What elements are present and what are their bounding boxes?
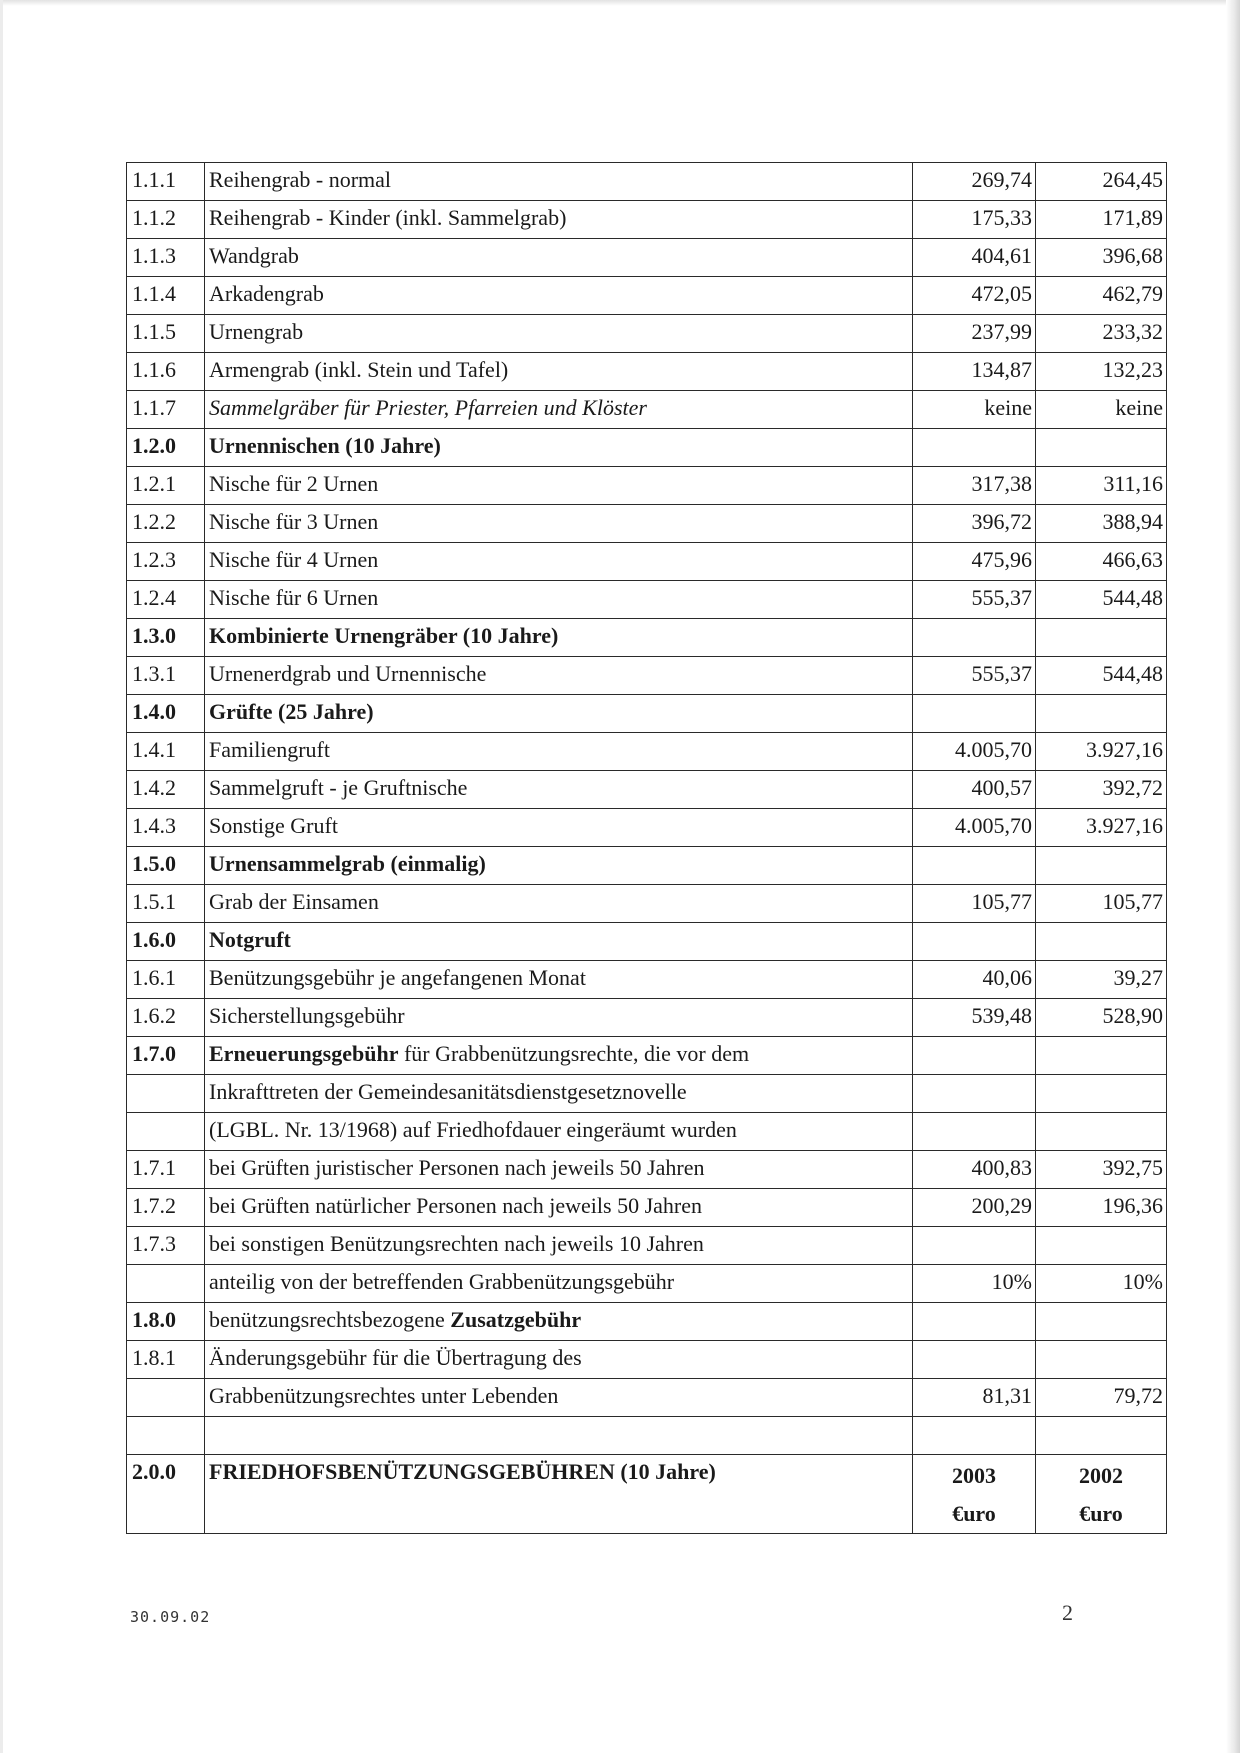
table-row — [127, 657, 1167, 695]
column-year: 2003 — [952, 1463, 996, 1488]
row-number: 1.8.0 — [127, 1303, 205, 1341]
row-number — [127, 1265, 205, 1303]
value-2003: 555,37 — [913, 581, 1036, 619]
table-row — [127, 239, 1167, 277]
table-row — [127, 809, 1167, 847]
value-2003 — [913, 1303, 1036, 1341]
row-number: 1.2.1 — [127, 467, 205, 505]
value-2002 — [1036, 1341, 1167, 1379]
row-number: 1.1.3 — [127, 239, 205, 277]
row-number: 1.7.0 — [127, 1037, 205, 1075]
section-title: FRIEDHOFSBENÜTZUNGSGEBÜHREN (10 Jahre) — [205, 1455, 913, 1534]
row-description: Urnengrab — [205, 315, 913, 353]
row-description: Benützungsgebühr je angefangenen Monat — [205, 961, 913, 999]
row-description — [205, 1037, 913, 1075]
value-2003: 40,06 — [913, 961, 1036, 999]
value-2003: 10% — [913, 1265, 1036, 1303]
table-row — [127, 581, 1167, 619]
row-description — [205, 695, 913, 733]
value-2003: 400,57 — [913, 771, 1036, 809]
row-description: Änderungsgebühr für die Übertragung des — [205, 1341, 913, 1379]
value-2003: 317,38 — [913, 467, 1036, 505]
value-2002: 462,79 — [1036, 277, 1167, 315]
row-description — [205, 619, 913, 657]
value-2003: 404,61 — [913, 239, 1036, 277]
table-row — [127, 1075, 1167, 1113]
row-description — [205, 847, 913, 885]
section-title-rest: für Grabbenützungsrechte, die vor dem — [398, 1041, 750, 1066]
value-2002: 105,77 — [1036, 885, 1167, 923]
empty-cell — [127, 1417, 205, 1455]
row-description: Urnenerdgrab und Urnennische — [205, 657, 913, 695]
row-description: Arkadengrab — [205, 277, 913, 315]
table-row — [127, 163, 1167, 201]
value-2002: 544,48 — [1036, 657, 1167, 695]
row-description: bei Grüften natürlicher Personen nach jeweils 50 Jahren — [205, 1189, 913, 1227]
value-2003 — [913, 1341, 1036, 1379]
row-number: 1.6.1 — [127, 961, 205, 999]
row-number: 1.1.2 — [127, 201, 205, 239]
row-number: 1.4.2 — [127, 771, 205, 809]
fee-table — [126, 162, 1167, 1534]
value-2002: 392,72 — [1036, 771, 1167, 809]
value-2003 — [913, 923, 1036, 961]
section-title: Kombinierte Urnengräber (10 Jahre) — [209, 623, 559, 648]
value-2003: 555,37 — [913, 657, 1036, 695]
value-2003: 4.005,70 — [913, 809, 1036, 847]
row-number: 1.2.0 — [127, 429, 205, 467]
row-description: Reihengrab - Kinder (inkl. Sammelgrab) — [205, 201, 913, 239]
section-row — [127, 695, 1167, 733]
value-2002: 311,16 — [1036, 467, 1167, 505]
table-row — [127, 505, 1167, 543]
row-number: 1.1.4 — [127, 277, 205, 315]
row-description: Familiengruft — [205, 733, 913, 771]
table-row — [127, 1227, 1167, 1265]
row-number: 1.8.1 — [127, 1341, 205, 1379]
table-row — [127, 885, 1167, 923]
row-number: 1.3.1 — [127, 657, 205, 695]
section-row — [127, 429, 1167, 467]
value-2002: 264,45 — [1036, 163, 1167, 201]
row-number: 1.1.1 — [127, 163, 205, 201]
value-2002 — [1036, 1227, 1167, 1265]
row-description: Grabbenützungsrechtes unter Lebenden — [205, 1379, 913, 1417]
table-row — [127, 1189, 1167, 1227]
row-description — [205, 429, 913, 467]
table-row — [127, 201, 1167, 239]
value-2002 — [1036, 1113, 1167, 1151]
table-row — [127, 353, 1167, 391]
value-2003: 400,83 — [913, 1151, 1036, 1189]
value-2003: 134,87 — [913, 353, 1036, 391]
row-number: 1.1.7 — [127, 391, 205, 429]
table-row — [127, 733, 1167, 771]
value-2003: 175,33 — [913, 201, 1036, 239]
row-description: Grab der Einsamen — [205, 885, 913, 923]
value-2003: 237,99 — [913, 315, 1036, 353]
section-row — [127, 1303, 1167, 1341]
empty-row — [127, 1417, 1167, 1455]
value-2002 — [1036, 619, 1167, 657]
row-description: Armengrab (inkl. Stein und Tafel) — [205, 353, 913, 391]
value-2003 — [913, 429, 1036, 467]
row-number: 1.7.3 — [127, 1227, 205, 1265]
section-title-prefix: benützungsrechtsbezogene — [209, 1307, 451, 1332]
row-number: 2.0.0 — [127, 1455, 205, 1534]
value-2003 — [913, 619, 1036, 657]
row-number: 1.4.1 — [127, 733, 205, 771]
value-2002: 132,23 — [1036, 353, 1167, 391]
scan-edge-left — [0, 0, 3, 1753]
column-header-2003 — [913, 1455, 1036, 1534]
value-2002 — [1036, 847, 1167, 885]
row-number: 1.2.3 — [127, 543, 205, 581]
row-number: 1.6.0 — [127, 923, 205, 961]
row-number — [127, 1379, 205, 1417]
value-2002: 10% — [1036, 1265, 1167, 1303]
row-number: 1.1.5 — [127, 315, 205, 353]
row-description: bei Grüften juristischer Personen nach jeweils 50 Jahren — [205, 1151, 913, 1189]
value-2002: 3.927,16 — [1036, 733, 1167, 771]
value-2002: 171,89 — [1036, 201, 1167, 239]
row-description — [205, 923, 913, 961]
section-row — [127, 923, 1167, 961]
value-2002: 544,48 — [1036, 581, 1167, 619]
value-2003: 539,48 — [913, 999, 1036, 1037]
row-number: 1.5.1 — [127, 885, 205, 923]
scan-edge-right — [1226, 0, 1240, 1753]
table-row — [127, 315, 1167, 353]
row-description: anteilig von der betreffenden Grabbenützungsgebühr — [205, 1265, 913, 1303]
row-description — [205, 1303, 913, 1341]
value-2002 — [1036, 1037, 1167, 1075]
row-description: Sammelgruft - je Gruftnische — [205, 771, 913, 809]
value-2002: 39,27 — [1036, 961, 1167, 999]
row-description: Nische für 3 Urnen — [205, 505, 913, 543]
value-2003: keine — [913, 391, 1036, 429]
row-number — [127, 1113, 205, 1151]
row-description: Reihengrab - normal — [205, 163, 913, 201]
value-2003: 4.005,70 — [913, 733, 1036, 771]
section-title: Zusatzgebühr — [450, 1307, 582, 1332]
empty-cell — [205, 1417, 913, 1455]
table-row — [127, 999, 1167, 1037]
section-title: Notgruft — [209, 927, 291, 952]
header-row-friedhof — [127, 1455, 1167, 1534]
footer-date: 30.09.02 — [130, 1608, 211, 1626]
table-row — [127, 277, 1167, 315]
table-row — [127, 961, 1167, 999]
value-2002: 396,68 — [1036, 239, 1167, 277]
row-number: 1.3.0 — [127, 619, 205, 657]
value-2003 — [913, 1075, 1036, 1113]
row-description: Sicherstellungsgebühr — [205, 999, 913, 1037]
row-description: Sonstige Gruft — [205, 809, 913, 847]
value-2002: 466,63 — [1036, 543, 1167, 581]
column-header-2002 — [1036, 1455, 1167, 1534]
table-row — [127, 543, 1167, 581]
value-2002 — [1036, 1303, 1167, 1341]
value-2003 — [913, 847, 1036, 885]
section-title: Grüfte (25 Jahre) — [209, 699, 374, 724]
row-description: Inkrafttreten der Gemeindesanitätsdienstgesetznovelle — [205, 1075, 913, 1113]
row-number: 1.2.4 — [127, 581, 205, 619]
value-2003: 269,74 — [913, 163, 1036, 201]
value-2003: 105,77 — [913, 885, 1036, 923]
table-row — [127, 391, 1167, 429]
section-title: Urnennischen (10 Jahre) — [209, 433, 441, 458]
row-description: Nische für 6 Urnen — [205, 581, 913, 619]
value-2003: 475,96 — [913, 543, 1036, 581]
section-title: Urnensammelgrab (einmalig) — [209, 851, 486, 876]
value-2002: 3.927,16 — [1036, 809, 1167, 847]
row-number — [127, 1075, 205, 1113]
empty-cell — [1036, 1417, 1167, 1455]
table-row — [127, 467, 1167, 505]
column-unit: €uro — [1079, 1501, 1123, 1526]
value-2002: 196,36 — [1036, 1189, 1167, 1227]
row-number: 1.4.0 — [127, 695, 205, 733]
empty-cell — [913, 1417, 1036, 1455]
row-number: 1.2.2 — [127, 505, 205, 543]
column-unit: €uro — [952, 1501, 996, 1526]
value-2002: 392,75 — [1036, 1151, 1167, 1189]
scan-edge-top — [0, 0, 1240, 6]
value-2003 — [913, 1227, 1036, 1265]
section-title: Erneuerungsgebühr — [209, 1041, 399, 1066]
row-description: Sammelgräber für Priester, Pfarreien und Klöster — [205, 391, 913, 429]
table-row — [127, 1265, 1167, 1303]
table-row — [127, 1113, 1167, 1151]
table-row — [127, 771, 1167, 809]
value-2002: 79,72 — [1036, 1379, 1167, 1417]
row-number: 1.7.2 — [127, 1189, 205, 1227]
value-2003: 396,72 — [913, 505, 1036, 543]
row-number: 1.7.1 — [127, 1151, 205, 1189]
value-2002 — [1036, 923, 1167, 961]
value-2002 — [1036, 1075, 1167, 1113]
value-2003: 81,31 — [913, 1379, 1036, 1417]
row-number: 1.1.6 — [127, 353, 205, 391]
table-row — [127, 1151, 1167, 1189]
column-year: 2002 — [1079, 1463, 1123, 1488]
value-2003 — [913, 695, 1036, 733]
fee-table-body — [127, 163, 1167, 1534]
section-row — [127, 847, 1167, 885]
value-2002 — [1036, 429, 1167, 467]
row-description: Nische für 2 Urnen — [205, 467, 913, 505]
section-row — [127, 619, 1167, 657]
table-row — [127, 1379, 1167, 1417]
value-2003: 472,05 — [913, 277, 1036, 315]
row-number: 1.5.0 — [127, 847, 205, 885]
value-2002: 528,90 — [1036, 999, 1167, 1037]
value-2002: keine — [1036, 391, 1167, 429]
section-row — [127, 1037, 1167, 1075]
row-description: (LGBL. Nr. 13/1968) auf Friedhofdauer eingeräumt wurden — [205, 1113, 913, 1151]
row-number: 1.4.3 — [127, 809, 205, 847]
page-number: 2 — [1062, 1600, 1073, 1625]
row-number: 1.6.2 — [127, 999, 205, 1037]
value-2002 — [1036, 695, 1167, 733]
row-description: bei sonstigen Benützungsrechten nach jeweils 10 Jahren — [205, 1227, 913, 1265]
value-2003: 200,29 — [913, 1189, 1036, 1227]
value-2003 — [913, 1037, 1036, 1075]
table-row — [127, 1341, 1167, 1379]
row-description: Wandgrab — [205, 239, 913, 277]
value-2002: 388,94 — [1036, 505, 1167, 543]
value-2002: 233,32 — [1036, 315, 1167, 353]
row-description: Nische für 4 Urnen — [205, 543, 913, 581]
value-2003 — [913, 1113, 1036, 1151]
